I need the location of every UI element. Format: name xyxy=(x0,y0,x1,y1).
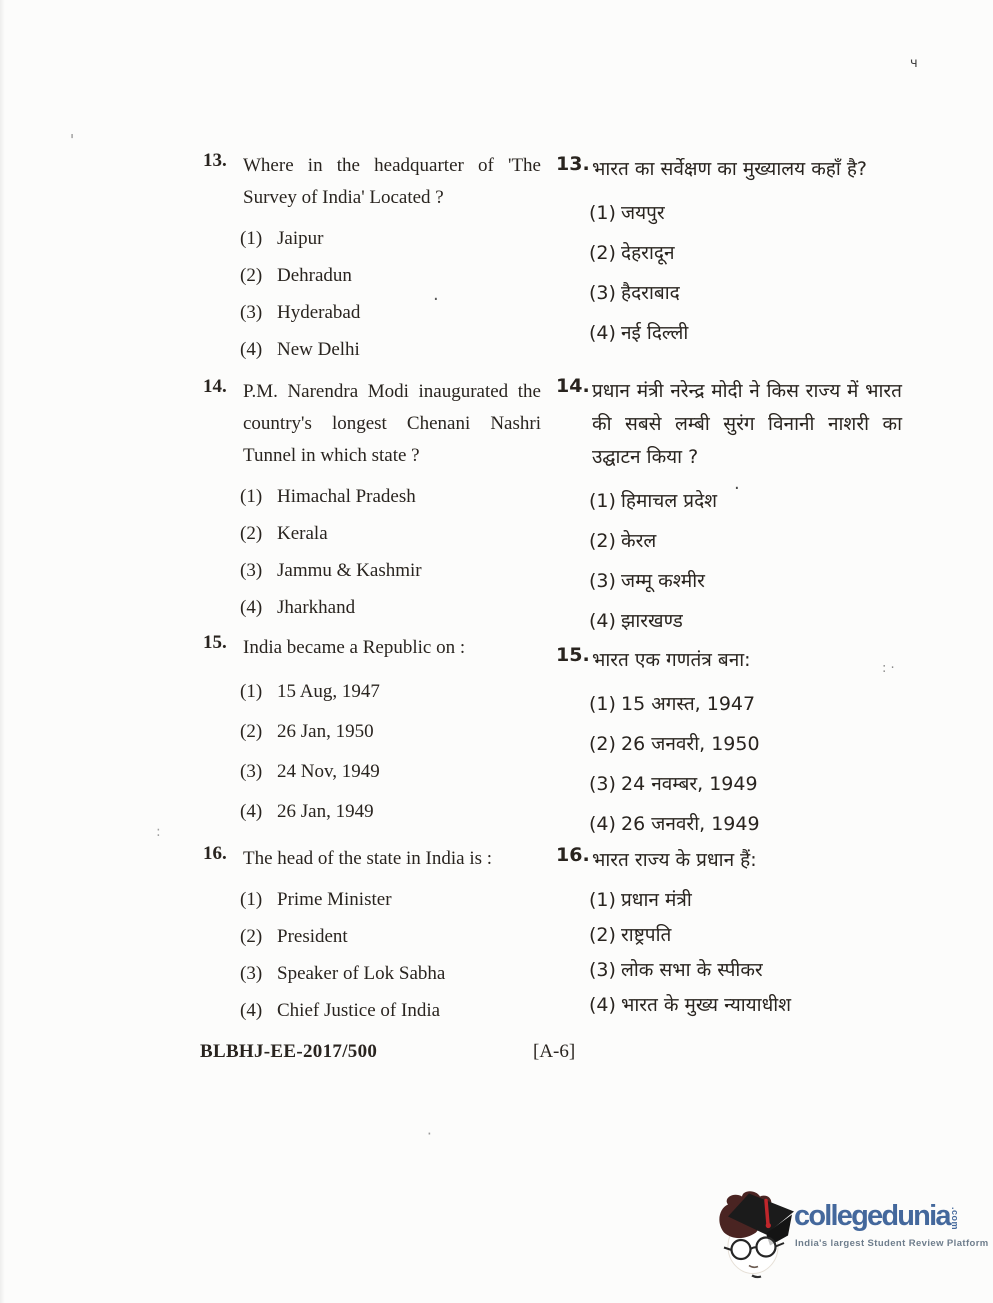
option-text: प्रधान मंत्री xyxy=(621,889,692,911)
option xyxy=(203,800,541,824)
option xyxy=(203,559,541,583)
option-label: (4) xyxy=(240,597,263,618)
options xyxy=(556,489,902,634)
option xyxy=(556,732,902,757)
scan-artifact: · xyxy=(427,1125,432,1143)
option-text: 24 नवम्बर, 1949 xyxy=(621,773,758,795)
option-text: हैदराबाद xyxy=(621,282,680,304)
option-label: (1) xyxy=(240,889,263,910)
option-text: Jammu & Kashmir xyxy=(277,560,422,581)
option xyxy=(556,241,902,266)
option-label: (4) xyxy=(589,610,616,632)
option-text: 26 जनवरी, 1949 xyxy=(621,813,760,835)
option-text: 15 अगस्त, 1947 xyxy=(621,693,756,715)
option-label: (3) xyxy=(240,963,263,984)
option-label: (3) xyxy=(589,773,616,795)
option-text: Speaker of Lok Sabha xyxy=(277,963,446,984)
question-text: भारत राज्य के प्रधान हैं: xyxy=(592,849,757,871)
option-label: (1) xyxy=(589,889,616,911)
question-head xyxy=(556,375,902,474)
option-label: (1) xyxy=(240,681,263,702)
option xyxy=(556,321,902,346)
option xyxy=(556,609,902,634)
question-head xyxy=(556,844,902,877)
option xyxy=(203,522,541,546)
option-text: Jharkhand xyxy=(277,597,356,618)
options xyxy=(203,888,541,1023)
scan-artifact: · xyxy=(433,289,439,310)
question-16-en xyxy=(203,843,541,1023)
option xyxy=(203,720,541,744)
collegedunia-tagline: India's largest Student Review Platform xyxy=(795,1238,989,1249)
question-number: 13. xyxy=(556,153,590,175)
option-text: भारत के मुख्य न्यायाधीश xyxy=(621,994,792,1016)
question-number: 16. xyxy=(203,843,227,864)
question-head xyxy=(556,644,902,677)
option-label: (4) xyxy=(589,322,616,344)
option-label: (2) xyxy=(240,721,263,742)
option-label: (2) xyxy=(240,926,263,947)
option xyxy=(203,999,541,1023)
option xyxy=(556,692,902,717)
option-text: 26 Jan, 1949 xyxy=(277,801,374,822)
option xyxy=(203,962,541,986)
question-number: 15. xyxy=(556,644,590,666)
option-label: (4) xyxy=(589,994,616,1016)
options xyxy=(203,680,541,824)
question-head xyxy=(203,843,541,875)
option xyxy=(556,772,902,797)
question-head xyxy=(203,632,541,664)
option xyxy=(556,281,902,306)
option-label: (1) xyxy=(240,486,263,507)
option-text: Himachal Pradesh xyxy=(277,486,416,507)
option-text: 26 जनवरी, 1950 xyxy=(621,733,760,755)
option-label: (1) xyxy=(589,693,616,715)
option-label: (4) xyxy=(240,1000,263,1021)
option-text: President xyxy=(277,926,348,947)
option xyxy=(203,227,541,251)
question-15-hi xyxy=(556,644,902,837)
option-label: (4) xyxy=(240,339,263,360)
option-label: (2) xyxy=(589,530,616,552)
option xyxy=(556,993,902,1018)
option-text: Dehradun xyxy=(277,265,352,286)
option-label: (3) xyxy=(589,959,616,981)
option-label: (4) xyxy=(589,813,616,835)
scan-artifact: : xyxy=(156,824,161,840)
option xyxy=(203,760,541,784)
option-text: देहरादून xyxy=(621,242,675,264)
scan-artifact: · xyxy=(734,478,740,499)
option-text: Prime Minister xyxy=(277,889,392,910)
collegedunia-mascot-icon xyxy=(716,1188,796,1284)
question-number: 14. xyxy=(203,376,227,397)
question-text: India became a Republic on : xyxy=(243,637,466,658)
options xyxy=(556,201,902,346)
question-text: The head of the state in India is : xyxy=(243,848,493,869)
question-head xyxy=(556,153,902,186)
question-16-hi xyxy=(556,844,902,1018)
option-label: (4) xyxy=(240,801,263,822)
option xyxy=(556,923,902,948)
option xyxy=(203,888,541,912)
option xyxy=(556,812,902,837)
page-label: [A-6] xyxy=(533,1041,576,1062)
option-label: (1) xyxy=(240,228,263,249)
option xyxy=(203,596,541,620)
option-text: जयपुर xyxy=(621,202,665,224)
option-label: (3) xyxy=(240,302,263,323)
option-text: Kerala xyxy=(277,523,328,544)
option xyxy=(556,569,902,594)
question-number: 15. xyxy=(203,632,227,653)
question-text: P.M. Narendra Modi inaugurated the country's longest Chenani Nashri Tunnel in which state ? xyxy=(243,381,541,466)
question-text: Where in the headquarter of 'The Survey of India' Located ? xyxy=(243,155,541,208)
question-number: 16. xyxy=(556,844,590,866)
option xyxy=(556,958,902,983)
question-14-hi xyxy=(556,375,902,634)
question-head xyxy=(203,376,541,472)
question-number: 14. xyxy=(556,375,590,397)
option-text: New Delhi xyxy=(277,339,360,360)
option-text: Jaipur xyxy=(277,228,324,249)
option-text: 24 Nov, 1949 xyxy=(277,761,380,782)
option-label: (3) xyxy=(589,570,616,592)
option xyxy=(556,888,902,913)
question-15-en xyxy=(203,632,541,824)
option-text: नई दिल्ली xyxy=(621,322,689,344)
option-label: (1) xyxy=(589,202,616,224)
scan-artifact: ч xyxy=(910,56,918,71)
option xyxy=(556,201,902,226)
option-text: 26 Jan, 1950 xyxy=(277,721,374,742)
option-text: लोक सभा के स्पीकर xyxy=(621,959,763,981)
option xyxy=(556,489,902,514)
options xyxy=(203,485,541,620)
options xyxy=(556,888,902,1018)
scan-artifact: ' xyxy=(70,131,75,149)
option-label: (2) xyxy=(240,523,263,544)
question-number: 13. xyxy=(203,150,227,171)
option xyxy=(203,485,541,509)
option xyxy=(556,529,902,554)
question-13-hi xyxy=(556,153,902,346)
question-text: भारत का सर्वेक्षण का मुख्यालय कहाँ है? xyxy=(592,158,868,180)
option-text: केरल xyxy=(621,530,657,552)
option-label: (3) xyxy=(240,560,263,581)
option-label: (2) xyxy=(240,265,263,286)
collegedunia-logo xyxy=(712,1186,989,1288)
option xyxy=(203,301,541,325)
option xyxy=(203,680,541,704)
question-head xyxy=(203,150,541,214)
option-text: जम्मू कश्मीर xyxy=(621,570,705,592)
option-label: (3) xyxy=(589,282,616,304)
question-text: प्रधान मंत्री नरेन्द्र मोदी ने किस राज्य में भारत की सबसे लम्बी सुरंग विनानी नाशरी का उद्घाटन किया ? xyxy=(592,380,902,468)
option xyxy=(203,338,541,362)
question-14-en xyxy=(203,376,541,620)
question-13-en xyxy=(203,150,541,362)
collegedunia-wordmark: collegedunia xyxy=(794,1200,950,1232)
options xyxy=(203,227,541,362)
option xyxy=(203,925,541,949)
option xyxy=(203,264,541,288)
option-text: Hyderabad xyxy=(277,302,361,323)
option-label: (2) xyxy=(589,733,616,755)
option-label: (1) xyxy=(589,490,616,512)
scan-artifact: : · xyxy=(882,661,895,676)
option-label: (3) xyxy=(240,761,263,782)
paper-code: BLBHJ-EE-2017/500 xyxy=(200,1041,378,1062)
option-label: (2) xyxy=(589,924,616,946)
option-text: हिमाचल प्रदेश xyxy=(621,490,718,512)
question-text: भारत एक गणतंत्र बना: xyxy=(592,649,751,671)
option-text: Chief Justice of India xyxy=(277,1000,441,1021)
option-text: 15 Aug, 1947 xyxy=(277,681,380,702)
option-text: झारखण्ड xyxy=(621,610,683,632)
collegedunia-domain: .com xyxy=(950,1207,960,1231)
options xyxy=(556,692,902,837)
option-text: राष्ट्रपति xyxy=(621,924,672,946)
option-label: (2) xyxy=(589,242,616,264)
